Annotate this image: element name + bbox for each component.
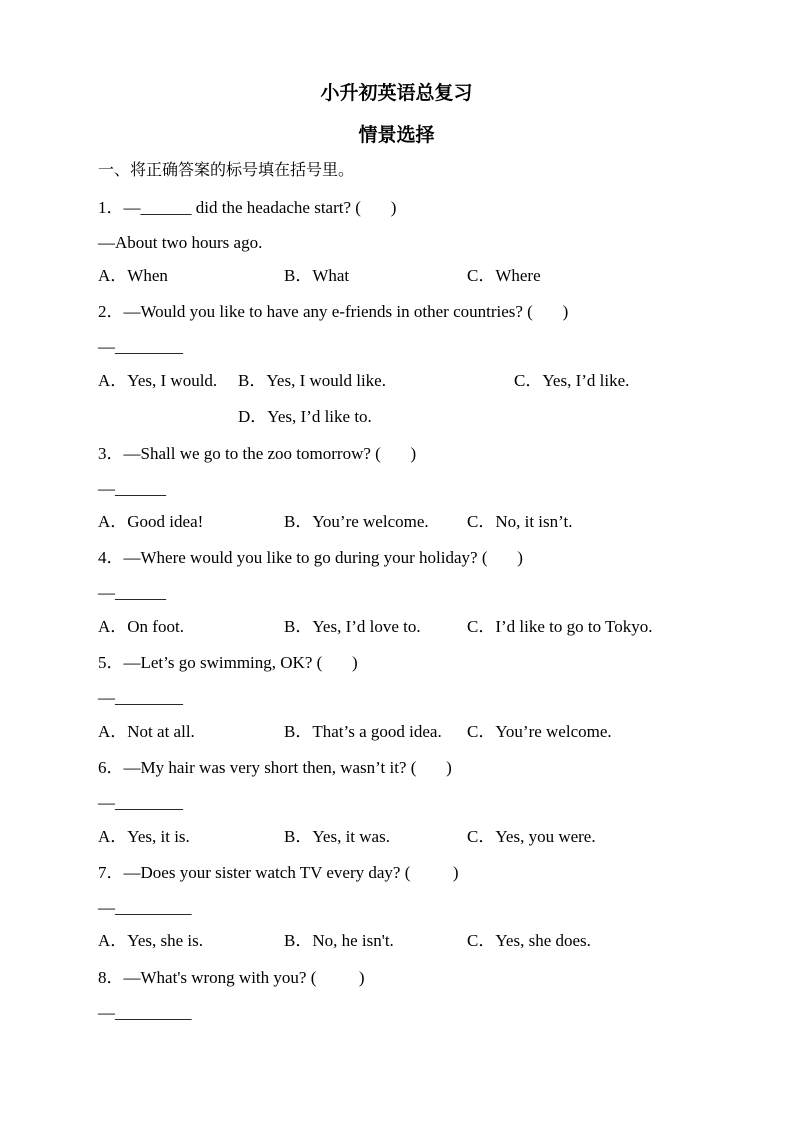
option-7-c: C．Yes, she does.: [467, 931, 591, 950]
option-4-b: B．Yes, I’d love to.: [284, 617, 421, 636]
option-3-a: A．Good idea!: [98, 512, 204, 531]
option-1-c: C．Where: [467, 266, 541, 285]
page-title: 小升初英语总复习: [320, 82, 473, 104]
answer-line-7: —_________: [98, 898, 192, 917]
option-2-a: A．Yes, I would.: [98, 371, 218, 390]
answer-line-1: —About two hours ago.: [98, 233, 263, 252]
answer-line-5: —________: [98, 688, 183, 707]
page-subtitle: 情景选择: [358, 124, 435, 146]
option-3-c: C．No, it isn’t.: [467, 512, 573, 531]
question-3: 3．—Shall we go to the zoo tomorrow? ( ): [98, 444, 417, 463]
option-7-b: B．No, he isn't.: [284, 931, 394, 950]
question-7: 7．—Does your sister watch TV every day? ( ): [98, 863, 459, 882]
answer-line-4: —______: [98, 583, 166, 602]
instruction: 一、将正确答案的标号填在括号里。: [98, 160, 355, 179]
option-5-c: C．You’re welcome.: [467, 722, 612, 741]
question-2: 2．—Would you like to have any e-friends in other countries? ( ): [98, 302, 569, 321]
option-5-a: A．Not at all.: [98, 722, 195, 741]
question-4: 4．—Where would you like to go during your holiday? ( ): [98, 548, 523, 567]
option-2-c: C．Yes, I’d like.: [514, 371, 630, 390]
option-5-b: B．That’s a good idea.: [284, 722, 442, 741]
question-8: 8．—What's wrong with you? ( ): [98, 968, 365, 987]
option-6-a: A．Yes, it is.: [98, 827, 190, 846]
option-4-c: C．I’d like to go to Tokyo.: [467, 617, 653, 636]
question-5: 5．—Let’s go swimming, OK? ( ): [98, 653, 358, 672]
option-3-b: B．You’re welcome.: [284, 512, 429, 531]
question-1: 1．—______ did the headache start? ( ): [98, 198, 397, 217]
option-1-b: B．What: [284, 266, 350, 285]
option-2-b: B．Yes, I would like.: [238, 371, 386, 390]
option-1-a: A．When: [98, 266, 168, 285]
option-4-a: A．On foot.: [98, 617, 184, 636]
option-6-c: C．Yes, you were.: [467, 827, 596, 846]
option-6-b: B．Yes, it was.: [284, 827, 390, 846]
answer-line-8: —_________: [98, 1003, 192, 1022]
option-7-a: A．Yes, she is.: [98, 931, 204, 950]
answer-line-6: —________: [98, 793, 183, 812]
answer-line-3: —______: [98, 479, 166, 498]
answer-line-2: —________: [98, 337, 183, 356]
option-2-d: D．Yes, I’d like to.: [238, 407, 372, 426]
question-6: 6．—My hair was very short then, wasn’t it? ( ): [98, 758, 452, 777]
